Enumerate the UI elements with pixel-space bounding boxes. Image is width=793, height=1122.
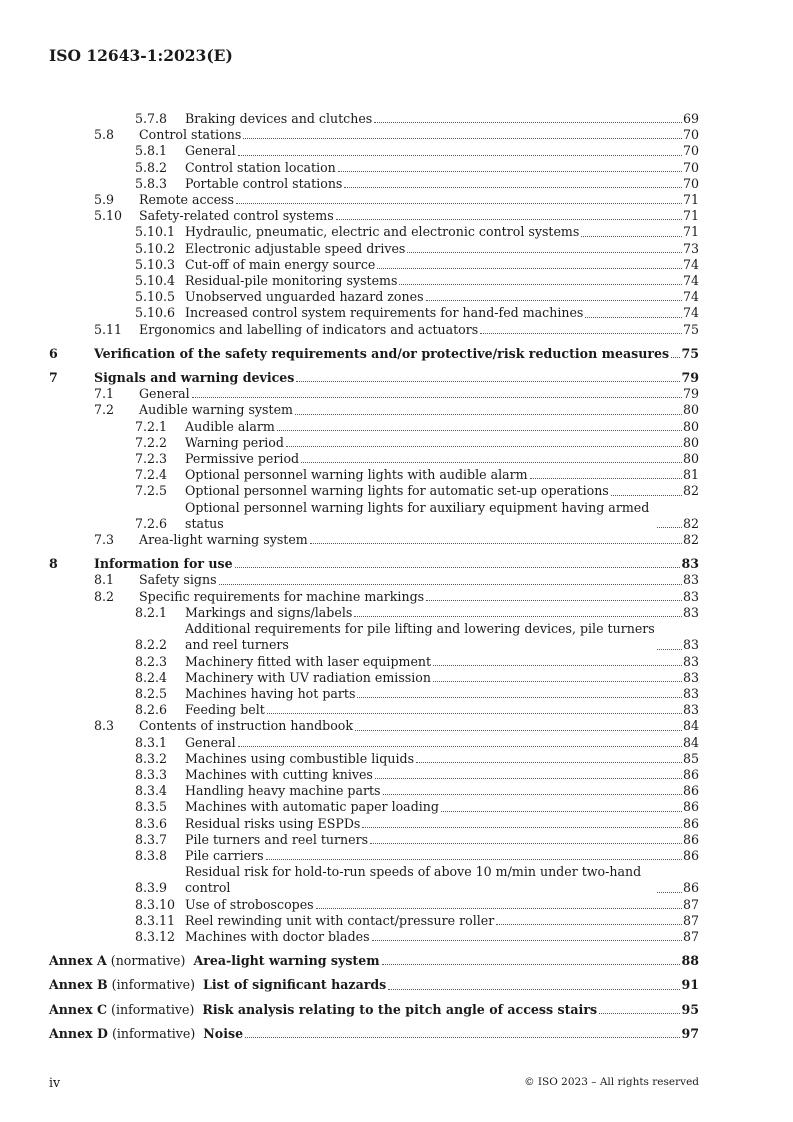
dot-leader — [301, 461, 682, 463]
toc-entry[interactable] — [49, 143, 699, 159]
dot-leader — [375, 777, 682, 779]
toc-entry-page: 80 — [682, 418, 699, 434]
dot-leader — [530, 477, 682, 479]
toc-entry-title: Machinery fitted with laser equipment — [185, 653, 432, 669]
dot-leader — [388, 988, 680, 990]
toc-entry-number: 8.3.11 — [135, 912, 176, 928]
toc-entry[interactable] — [49, 176, 699, 192]
dot-leader — [219, 583, 682, 585]
annex-name: Annex D — [49, 1025, 108, 1041]
dot-leader — [296, 380, 680, 382]
toc-entry-number: 8.3.6 — [135, 815, 168, 831]
dot-leader — [372, 939, 682, 941]
dot-leader — [377, 267, 682, 269]
toc-entry-page: 83 — [682, 572, 699, 588]
dot-leader — [433, 680, 682, 682]
toc-entry-page: 83 — [681, 556, 699, 572]
annex-title: Area-light warning system — [193, 953, 380, 969]
dot-leader — [657, 648, 682, 650]
toc-entry-page: 82 — [682, 515, 699, 531]
toc-entry-page: 83 — [682, 653, 699, 669]
toc-entry-number: 5.8.3 — [135, 175, 168, 191]
page-number: iv — [49, 1075, 61, 1090]
toc-entry-title: Permissive period — [185, 451, 300, 467]
toc-entry-title: Use of stroboscopes — [185, 896, 314, 912]
dot-leader — [383, 793, 682, 795]
document-header: ISO 12643-1:2023(E) — [49, 46, 233, 65]
toc-entry-number: 5.8.1 — [135, 143, 168, 159]
toc-entry-number: 5.10.2 — [135, 240, 176, 256]
toc-entry-page: 79 — [681, 370, 699, 386]
dot-leader — [277, 429, 682, 431]
toc-entry[interactable] — [49, 192, 699, 208]
dot-leader — [496, 923, 682, 925]
toc-entry-page: 82 — [682, 532, 699, 548]
toc-entry-number: 5.8.2 — [135, 159, 168, 175]
toc-entry-number: 8.2.5 — [135, 685, 168, 701]
annex-kind: (informative) — [111, 1001, 195, 1017]
toc-entry-title: Verification of the safety requirements and/or protective/risk reduction measures — [94, 345, 670, 361]
toc-entry-page: 70 — [682, 175, 699, 191]
toc-entry-page: 74 — [682, 289, 699, 305]
toc-entry-page: 70 — [682, 143, 699, 159]
toc-entry[interactable] — [49, 346, 699, 362]
dot-leader — [310, 542, 682, 544]
toc-entry[interactable] — [49, 532, 699, 548]
toc-entry[interactable] — [49, 848, 699, 864]
dot-leader — [585, 316, 682, 318]
toc-entry-page: 73 — [682, 240, 699, 256]
toc-entry-title: Machines with cutting knives — [185, 766, 373, 782]
toc-entry-page: 74 — [682, 273, 699, 289]
toc-entry[interactable] — [49, 273, 699, 289]
toc-entry-number: 5.10 — [94, 208, 123, 224]
annex-title: List of significant hazards — [203, 977, 387, 993]
dot-leader — [370, 842, 682, 844]
toc-entry[interactable] — [49, 767, 699, 783]
toc-entry-page: 83 — [682, 637, 699, 653]
toc-entry-title: Machines with doctor blades — [185, 928, 370, 944]
toc-entry[interactable] — [49, 783, 699, 799]
annex-page: 91 — [681, 977, 699, 993]
toc-entry[interactable] — [49, 913, 699, 929]
toc-entry-number: 7.3 — [94, 532, 115, 548]
toc-entry[interactable] — [49, 257, 699, 273]
toc-entry[interactable] — [49, 402, 699, 418]
toc-entry-number: 5.10.6 — [135, 305, 176, 321]
toc-entry[interactable] — [49, 111, 699, 127]
toc-entry-title: Safety-related control systems — [139, 208, 334, 224]
toc-entry[interactable] — [49, 816, 699, 832]
toc-entry-number: 8.3.8 — [135, 847, 168, 863]
toc-entry[interactable] — [49, 322, 699, 338]
toc-entry-title: Specific requirements for machine markings — [139, 588, 425, 604]
toc-entry[interactable] — [49, 500, 699, 532]
toc-entry-number: 5.8 — [94, 127, 115, 143]
toc-entry[interactable] — [49, 670, 699, 686]
toc-entry-page: 75 — [682, 321, 699, 337]
dot-leader — [267, 712, 682, 714]
dot-leader — [399, 283, 682, 285]
toc-entry-page: 71 — [682, 208, 699, 224]
toc-entry-title: Control stations — [139, 127, 242, 143]
toc-entry-title: Pile carriers — [185, 847, 264, 863]
toc-entry-page: 86 — [682, 847, 699, 863]
dot-leader — [426, 599, 682, 601]
toc-entry[interactable] — [49, 483, 699, 499]
toc-entry-number: 8.2.4 — [135, 669, 168, 685]
toc-entry-title: Machines using combustible liquids — [185, 750, 415, 766]
toc-annex-entry[interactable] — [49, 977, 699, 993]
toc-entry[interactable] — [49, 864, 699, 896]
toc-entry-title: Ergonomics and labelling of indicators and actuators — [139, 321, 479, 337]
toc-entry-title: Optional personnel warning lights with audible alarm — [185, 467, 528, 483]
toc-entry-number: 8.3.2 — [135, 750, 168, 766]
dot-leader — [599, 1012, 680, 1014]
toc-entry-title: General — [139, 386, 190, 402]
toc-entry-title: Control station location — [185, 159, 336, 175]
toc-entry-page: 81 — [682, 467, 699, 483]
toc-entry-number: 7.2.2 — [135, 434, 168, 450]
toc-entry[interactable] — [49, 718, 699, 734]
toc-entry-title: Handling heavy machine parts — [185, 783, 381, 799]
toc-entry-number: 5.10.4 — [135, 273, 176, 289]
toc-entry-page: 83 — [682, 685, 699, 701]
toc-entry[interactable] — [49, 929, 699, 945]
toc-entry-number: 7.2.3 — [135, 451, 168, 467]
dot-leader — [344, 186, 682, 188]
toc-entry-title: Optional personnel warning lights for auxiliary equipment having armed status — [185, 499, 650, 531]
dot-leader — [192, 396, 682, 398]
annex-title: Risk analysis relating to the pitch angle of access stairs — [202, 1001, 598, 1017]
dot-leader — [243, 137, 682, 139]
toc-entry-page: 83 — [682, 604, 699, 620]
toc-entry-title: Residual-pile monitoring systems — [185, 273, 398, 289]
toc-entry-number: 7.1 — [94, 386, 115, 402]
dot-leader — [354, 615, 682, 617]
toc-entry[interactable] — [49, 419, 699, 435]
toc-entry-page: 80 — [682, 434, 699, 450]
annex-page: 97 — [681, 1025, 699, 1041]
annex-page: 88 — [681, 953, 699, 969]
dot-leader — [362, 826, 682, 828]
table-of-contents — [49, 111, 699, 1042]
toc-entry-number: 8.2.1 — [135, 604, 168, 620]
toc-annex-entry[interactable] — [49, 1026, 699, 1042]
dot-leader — [657, 891, 682, 893]
toc-entry-page: 85 — [682, 750, 699, 766]
dot-leader — [611, 494, 682, 496]
toc-entry-number: 8.2.6 — [135, 702, 168, 718]
toc-entry-title: Machines having hot parts — [185, 685, 356, 701]
dot-leader — [433, 664, 682, 666]
toc-entry-number: 5.7.8 — [135, 111, 168, 126]
dot-leader — [338, 170, 682, 172]
toc-entry-page: 83 — [682, 588, 699, 604]
annex-name: Annex C — [49, 1001, 108, 1017]
toc-entry-number: 8.2.3 — [135, 653, 168, 669]
toc-entry[interactable] — [49, 305, 699, 321]
toc-entry-page: 84 — [682, 718, 699, 734]
toc-entry[interactable] — [49, 435, 699, 451]
toc-entry[interactable] — [49, 751, 699, 767]
toc-entry-page: 86 — [682, 815, 699, 831]
toc-entry[interactable] — [49, 702, 699, 718]
toc-entry-page: 74 — [682, 256, 699, 272]
toc-entry-title: General — [185, 143, 236, 159]
toc-entry-page: 80 — [682, 402, 699, 418]
toc-entry-page: 82 — [682, 483, 699, 499]
toc-entry-title: Braking devices and clutches — [185, 111, 373, 126]
dot-leader — [357, 696, 682, 698]
toc-entry-number: 8.1 — [94, 572, 115, 588]
toc-entry-number: 5.11 — [94, 321, 123, 337]
toc-entry-number: 7.2.1 — [135, 418, 168, 434]
toc-entry-number: 5.9 — [94, 192, 115, 208]
toc-entry-number: 8.2 — [94, 588, 115, 604]
dot-leader — [657, 526, 682, 528]
dot-leader — [407, 251, 682, 253]
toc-entry-number: 7 — [49, 370, 58, 386]
toc-entry-title: Safety signs — [139, 572, 217, 588]
toc-entry-title: Machines with automatic paper loading — [185, 799, 439, 815]
toc-entry[interactable] — [49, 654, 699, 670]
toc-entry[interactable] — [49, 605, 699, 621]
toc-entry-title: General — [185, 734, 236, 750]
toc-entry[interactable] — [49, 467, 699, 483]
copyright-notice: © ISO 2023 – All rights reserved — [524, 1076, 699, 1088]
toc-entry-number: 8.3.3 — [135, 766, 168, 782]
dot-leader — [266, 858, 682, 860]
annex-label — [49, 953, 193, 969]
toc-entry-title: Information for use — [94, 556, 233, 572]
annex-page: 95 — [681, 1001, 699, 1017]
toc-entry[interactable] — [49, 451, 699, 467]
toc-entry-title: Additional requirements for pile lifting and lowering devices, pile turners and reel turners — [185, 621, 655, 653]
annex-label — [49, 1026, 203, 1042]
toc-entry-title: Contents of instruction handbook — [139, 718, 354, 734]
toc-entry[interactable] — [49, 386, 699, 402]
toc-entry-title: Area-light warning system — [139, 532, 308, 548]
toc-entry[interactable] — [49, 832, 699, 848]
toc-entry[interactable] — [49, 289, 699, 305]
toc-entry-number: 5.10.1 — [135, 224, 176, 240]
dot-leader — [286, 445, 682, 447]
toc-entry-number: 5.10.5 — [135, 289, 176, 305]
toc-entry[interactable] — [49, 621, 699, 653]
toc-entry-number: 6 — [49, 345, 58, 361]
dot-leader — [374, 121, 682, 123]
toc-entry-title: Increased control system requirements for hand-fed machines — [185, 305, 584, 321]
toc-entry-page: 75 — [681, 345, 699, 361]
toc-entry-number: 8.3.7 — [135, 831, 168, 847]
toc-entry[interactable] — [49, 370, 699, 386]
toc-entry-title: Cut-off of main energy source — [185, 256, 376, 272]
dot-leader — [295, 413, 682, 415]
toc-entry-title: Signals and warning devices — [94, 370, 295, 386]
toc-entry-page: 87 — [682, 912, 699, 928]
toc-entry[interactable] — [49, 735, 699, 751]
toc-entry-page: 79 — [682, 386, 699, 402]
toc-entry-page: 74 — [682, 305, 699, 321]
toc-entry-page: 71 — [682, 192, 699, 208]
dot-leader — [441, 810, 682, 812]
toc-entry-title: Optional personnel warning lights for automatic set-up operations — [185, 483, 609, 499]
dot-leader — [480, 332, 682, 334]
toc-entry-number: 8.3.9 — [135, 880, 168, 896]
toc-entry-title: Machinery with UV radiation emission — [185, 669, 431, 685]
toc-entry-number: 8.3.5 — [135, 799, 168, 815]
toc-entry-title: Pile turners and reel turners — [185, 831, 369, 847]
dot-leader — [245, 1036, 680, 1038]
dot-leader — [238, 745, 682, 747]
toc-entry-page: 71 — [682, 224, 699, 240]
toc-entry-title: Portable control stations — [185, 175, 343, 191]
toc-entry[interactable] — [49, 572, 699, 588]
toc-annex-entry[interactable] — [49, 953, 699, 969]
annex-name: Annex B — [49, 977, 108, 993]
toc-entry-number: 7.2.5 — [135, 483, 168, 499]
toc-entry-title: Residual risks using ESPDs — [185, 815, 361, 831]
toc-entry-number: 5.10.3 — [135, 256, 176, 272]
dot-leader — [236, 202, 682, 204]
dot-leader — [382, 963, 681, 965]
toc-entry-page: 86 — [682, 799, 699, 815]
dot-leader — [426, 299, 682, 301]
toc-entry-page: 87 — [682, 928, 699, 944]
toc-entry[interactable] — [49, 208, 699, 224]
toc-entry-page: 86 — [682, 880, 699, 896]
toc-entry-page: 86 — [682, 831, 699, 847]
toc-entry-page: 70 — [682, 127, 699, 143]
toc-entry-title: Markings and signs/labels — [185, 604, 353, 620]
toc-entry-title: Warning period — [185, 434, 284, 450]
toc-entry-number: 8 — [49, 556, 58, 572]
dot-leader — [336, 218, 682, 220]
toc-entry-page: 86 — [682, 783, 699, 799]
toc-entry-number: 8.3.12 — [135, 928, 176, 944]
toc-entry-number: 8.3.1 — [135, 734, 168, 750]
annex-label — [49, 1002, 202, 1018]
toc-entry-page: 69 — [682, 111, 699, 126]
toc-entry-page: 86 — [682, 766, 699, 782]
toc-entry-page: 70 — [682, 159, 699, 175]
toc-entry-title: Residual risk for hold-to-run speeds of above 10 m/min under two-hand control — [185, 864, 642, 896]
toc-entry-number: 8.2.2 — [135, 637, 168, 653]
toc-entry-title: Electronic adjustable speed drives — [185, 240, 406, 256]
toc-entry-page: 84 — [682, 734, 699, 750]
toc-entry[interactable] — [49, 686, 699, 702]
annex-kind: (normative) — [110, 953, 186, 969]
toc-entry[interactable] — [49, 241, 699, 257]
toc-annex-entry[interactable] — [49, 1002, 699, 1018]
dot-leader — [316, 907, 682, 909]
toc-entry-number: 7.2.6 — [135, 515, 168, 531]
toc-entry-title: Unobserved unguarded hazard zones — [185, 289, 424, 305]
dot-leader — [416, 761, 682, 763]
toc-entry-title: Audible warning system — [139, 402, 293, 418]
toc-entry[interactable] — [49, 224, 699, 240]
toc-entry-page: 83 — [682, 702, 699, 718]
toc-entry-title: Feeding belt — [185, 702, 265, 718]
toc-entry-page: 87 — [682, 896, 699, 912]
toc-entry-page: 83 — [682, 669, 699, 685]
dot-leader — [581, 235, 682, 237]
toc-entry[interactable] — [49, 897, 699, 913]
dot-leader — [355, 729, 682, 731]
toc-entry-title: Reel rewinding unit with contact/pressure roller — [185, 912, 495, 928]
toc-entry-page: 80 — [682, 451, 699, 467]
toc-entry-number: 8.3 — [94, 718, 115, 734]
dot-leader — [235, 566, 681, 568]
toc-entry-number: 8.3.4 — [135, 783, 168, 799]
dot-leader — [238, 154, 682, 156]
toc-entry-title: Remote access — [139, 192, 234, 208]
toc-entry[interactable] — [49, 160, 699, 176]
annex-label — [49, 977, 203, 993]
toc-entry[interactable] — [49, 556, 699, 572]
annex-kind: (informative) — [111, 977, 195, 993]
toc-entry-number: 8.3.10 — [135, 896, 176, 912]
dot-leader — [671, 356, 680, 358]
toc-entry[interactable] — [49, 127, 699, 143]
toc-entry-number: 7.2 — [94, 402, 115, 418]
annex-name: Annex A — [49, 953, 107, 969]
toc-entry-title: Audible alarm — [185, 418, 275, 434]
annex-title: Noise — [203, 1025, 244, 1041]
toc-entry-title: Hydraulic, pneumatic, electric and electronic control systems — [185, 224, 580, 240]
toc-entry[interactable] — [49, 589, 699, 605]
toc-entry[interactable] — [49, 799, 699, 815]
toc-entry-number: 7.2.4 — [135, 467, 168, 483]
annex-kind: (informative) — [111, 1025, 196, 1041]
